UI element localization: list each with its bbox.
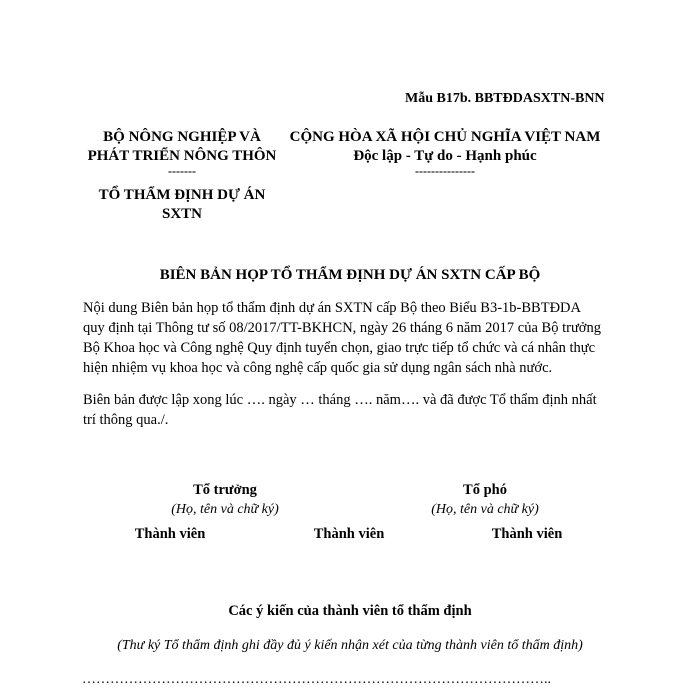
committee-name-line1: TỔ THẨM ĐỊNH DỰ ÁN [98,187,266,203]
form-code: Mẫu B17b. BBTĐDASXTN-BNN [405,91,605,106]
member-1: Thành viên [134,526,206,542]
opinions-heading: Các ý kiến của thành viên tổ thẩm định [228,603,472,619]
national-motto: Độc lập - Tự do - Hạnh phúc [353,148,537,164]
committee-name-line2: SXTN [161,206,202,222]
member-3: Thành viên [491,526,563,542]
body-line: Biên bản được lập xong lúc …. ngày … tháng …. năm…. và đã được Tổ thẩm định nhất [83,392,597,408]
header-right-divider: --------------- [415,164,475,178]
body-paragraph-1 [83,298,623,378]
deputy-note: (Họ, tên và chữ ký) [431,502,539,517]
member-2: Thành viên [313,526,385,542]
national-title: CỘNG HÒA XÃ HỘI CHỦ NGHĨA VIỆT NAM [289,129,601,145]
body-line: Nội dung Biên bản họp tổ thẩm định dự án SXTN cấp Bộ theo Biểu B3-1b-BBTĐDA [83,300,581,316]
document-title: BIÊN BẢN HỌP TỔ THẨM ĐỊNH DỰ ÁN SXTN CẤP BỘ [159,267,541,283]
body-line: trí thông qua./. [83,412,169,428]
ministry-name-line2: PHÁT TRIỂN NÔNG THÔN [87,148,277,164]
header-right [280,128,610,176]
header-left-divider: ------- [168,164,196,178]
leader-note: (Họ, tên và chữ ký) [171,502,279,517]
opinions-blank-line: ……………………………………………………………………………………….. [82,672,551,687]
body-line: hiện nhiệm vụ khoa học và công nghệ cấp quốc gia sử dụng ngân sách nhà nước. [83,360,553,376]
opinions-note: (Thư ký Tổ thẩm định ghi đầy đủ ý kiến nhận xét của từng thành viên tổ thẩm định) [117,638,583,653]
leader-title: Tổ trưởng [193,482,257,498]
deputy-title: Tổ phó [463,482,507,498]
body-line: quy định tại Thông tư số 08/2017/TT-BKHCN, ngày 26 tháng 6 năm 2017 của Bộ trưởng [83,320,601,336]
ministry-name-line1: BỘ NÔNG NGHIỆP VÀ [103,129,261,145]
body-line: Bộ Khoa học và Công nghệ Quy định tuyển chọn, giao trực tiếp tổ chức và cá nhân thực [83,340,596,356]
header-left [72,128,292,224]
body-paragraph-2 [83,390,623,430]
